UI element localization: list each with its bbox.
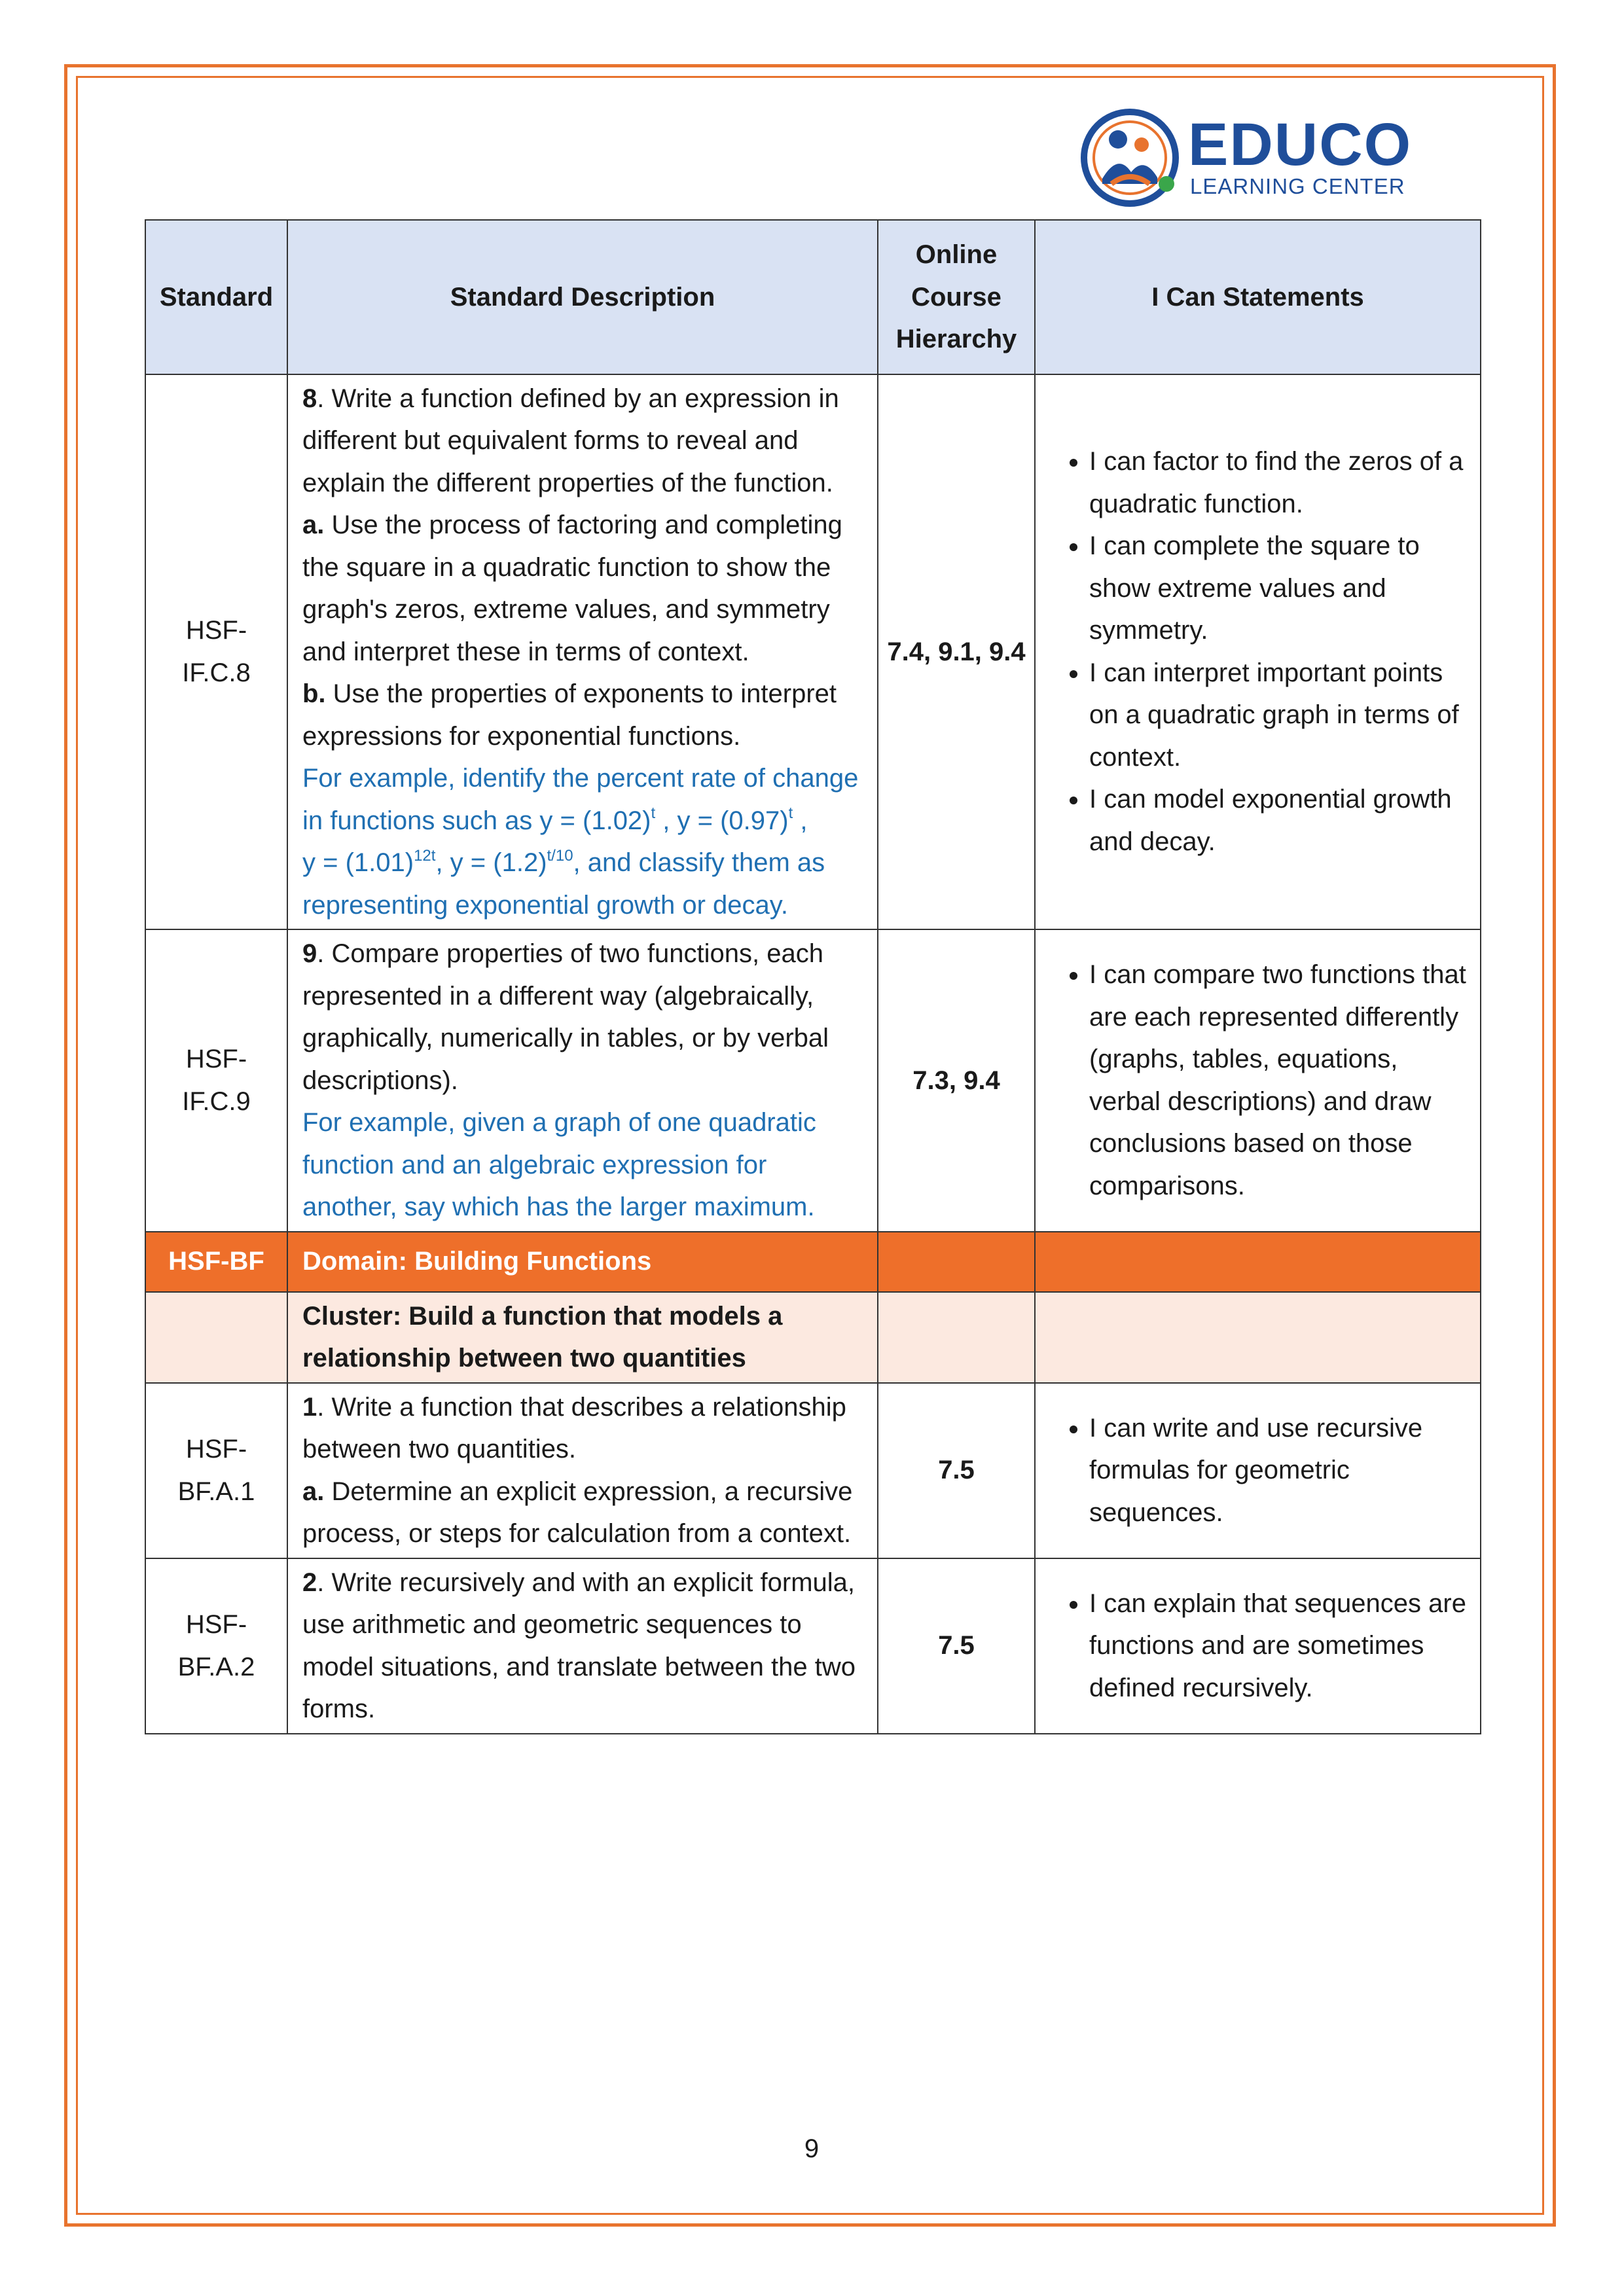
table-row [145,1558,1481,1734]
header-ican: I Can Statements [1035,220,1481,374]
standard-code: HSF-BF.A.1 [145,1383,287,1558]
list-item: • I can interpret important points on a quadratic graph in terms of context. [1089,652,1467,779]
course-hierarchy: 7.4, 9.1, 9.4 [878,374,1035,930]
logo-emblem-icon [1079,107,1183,208]
course-hierarchy: 7.5 [878,1558,1035,1734]
header-standard: Standard [145,220,287,374]
standards-table [145,219,1481,1734]
list-item: • I can write and use recursive formulas for geometric sequences. [1089,1407,1467,1534]
ican-statements [1035,374,1481,930]
domain-code: HSF-BF [145,1232,287,1292]
course-hierarchy: 7.3, 9.4 [878,929,1035,1232]
standard-code: HSF-IF.C.8 [145,374,287,930]
educo-logo [1079,107,1413,208]
standard-code: HSF-BF.A.2 [145,1558,287,1734]
table-header-row [145,220,1481,374]
logo-subtitle: LEARNING CENTER [1190,174,1405,198]
ican-statements [1035,1558,1481,1734]
example-text: For example, given a graph of one quadratic function and an algebraic expression for another, say which has the larger maximum. [302,1108,816,1221]
ican-statements [1035,929,1481,1232]
header-hierarchy: Online Course Hierarchy [878,220,1035,374]
example-text: For example, identify the percent rate of change in functions such as $y = (1.02)^t$ , $y = (0.97)^t$ , $y = (1.01)^{12t}$, $y = (1.2)^{t/10}$, and classify them as representing exponential growth or decay. [302,764,859,920]
list-item: • I can complete the square to show extreme values and symmetry. [1089,525,1467,652]
list-item: • I can compare two functions that are each represented differently (graphs, tables, equations, verbal descriptions) and draw conclusions based on those comparisons. [1089,954,1467,1207]
standard-description: 9. Compare properties of two functions, each represented in a different way (algebraically, graphically, numerically in tables, or by verbal descriptions). For example, given a graph of one quadratic function and an algebraic expression for another, say which has the larger maximum. [287,929,878,1232]
standard-description: 2. Write recursively and with an explicit formula, use arithmetic and geometric sequences to model situations, and translate between the two forms. [287,1558,878,1734]
page-number: 9 [804,2134,820,2163]
standard-description: 1. Write a function that describes a relationship between two quantities. a. Determine an explicit expression, a recursive process, or steps for calculation from a context. [287,1383,878,1558]
standard-code: HSF-IF.C.9 [145,929,287,1232]
list-item: • I can explain that sequences are functions and are sometimes defined recursively. [1089,1583,1467,1710]
logo-title: EDUCO [1188,111,1413,178]
header-description: Standard Description [287,220,878,374]
cluster-label: Cluster: Build a function that models a relationship between two quantities [287,1292,878,1383]
list-item: • I can factor to find the zeros of a quadratic function. [1089,440,1467,525]
ican-statements [1035,1383,1481,1558]
standard-description: 8. Write a function defined by an expression in different but equivalent forms to reveal and explain the different properties of the function. a. Use the process of factoring and completing the square in a quadratic function to show the graph's zeros, extreme values, and symmetry and interpret these in terms of context. b. Use the properties of exponents to interpret expressions for exponential functions. For example, identify the percent rate of change in functions such as $y = (1.02)^t$ , $y = (0.97)^t$ , $y = (1.01)^{12t}$, $y = (1.2)^{t/10}$, and classify them as representing exponential growth or decay. [287,374,878,930]
table-row [145,929,1481,1232]
table-row [145,374,1481,930]
cluster-row [145,1292,1481,1383]
list-item: • I can model exponential growth and decay. [1089,778,1467,863]
domain-row [145,1232,1481,1292]
domain-label: Domain: Building Functions [287,1232,878,1292]
table-row [145,1383,1481,1558]
course-hierarchy: 7.5 [878,1383,1035,1558]
